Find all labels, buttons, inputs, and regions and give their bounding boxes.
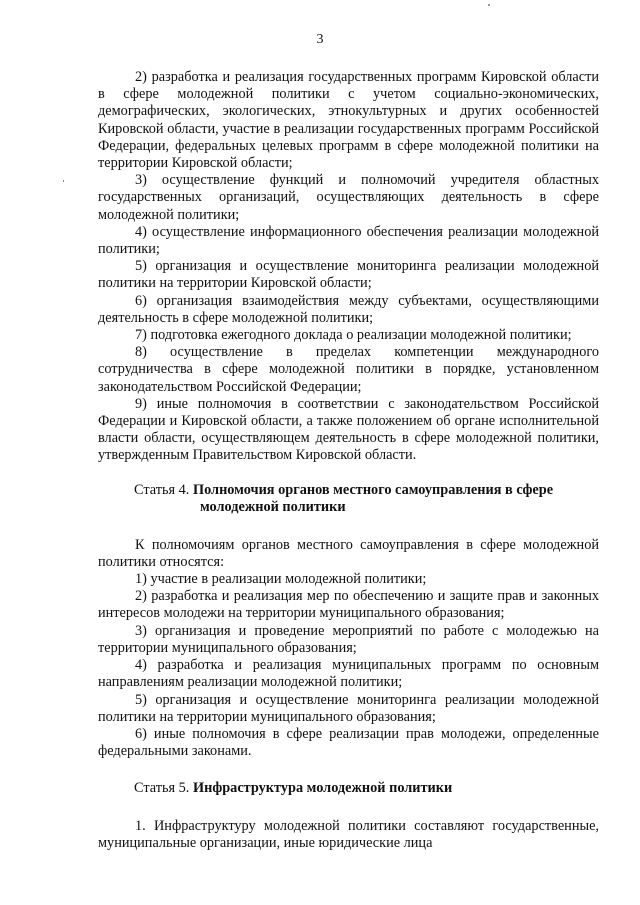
article4-title: Полномочия органов местного самоуправления в сфере молодежной политики bbox=[192, 481, 554, 516]
article5-item-1: 1. Инфраструктуру молодежной политики составляют государственные, муниципальные организации, иные юридические лица bbox=[98, 817, 599, 852]
article3-item-8: 8) осуществление в пределах компетенции международного сотрудничества в сфере молодежной политики в порядке, установленном законодательством Российской Федерации; bbox=[98, 344, 599, 395]
article3-item-5: 5) организация и осуществление мониторинга реализации молодежной политики на территории Кировской области; bbox=[98, 258, 599, 292]
article5-label: Статья 5. bbox=[134, 780, 190, 797]
article4-item-1: 1) участие в реализации молодежной политики; bbox=[135, 571, 427, 588]
article5-title: Инфраструктура молодежной политики bbox=[192, 780, 453, 797]
article4-item-3: 3) организация и проведение мероприятий по работе с молодежью на территории муниципального образования; bbox=[98, 622, 599, 656]
article4-label: Статья 4. bbox=[134, 481, 190, 498]
scan-speck bbox=[63, 180, 64, 182]
article5-heading bbox=[98, 780, 599, 798]
article4-item-6: 6) иные полномочия в сфере реализации прав молодежи, определенные федеральными законами. bbox=[98, 725, 599, 760]
article4-item-2: 2) разработка и реализация мер по обеспечению и защите прав и законных интересов молодежи на территории муниципального образования; bbox=[98, 588, 599, 622]
scan-speck bbox=[488, 4, 490, 6]
article3-item-2: 2) разработка и реализация государственных программ Кировской области в сфере молодежной политики с учетом социально-экономических, демографических, экологических, этнокультурных и других особенностей Кировской области, участие в реализации государственных программ Российской Федерации, федеральных целевых программ в сфере молодежной политики на территории Кировской области; bbox=[98, 69, 599, 172]
article3-item-4: 4) осуществление информационного обеспечения реализации молодежной политики; bbox=[98, 223, 599, 258]
document-body bbox=[98, 69, 599, 852]
article4-intro: К полномочиям органов местного самоуправления в сфере молодежной политики относятся: bbox=[98, 536, 599, 570]
article3-item-7: 7) подготовка ежегодного доклада о реализации молодежной политики; bbox=[135, 327, 572, 344]
article3-item-3: 3) осуществление функций и полномочий учредителя областных государственных организаций, осуществляющих деятельность в сфере молодежной политики; bbox=[98, 172, 599, 223]
article4-item-4: 4) разработка и реализация муниципальных программ по основным направлениям реализации молодежной политики; bbox=[98, 657, 599, 691]
article3-item-9: 9) иные полномочия в соответствии с законодательством Российской Федерации и Кировской области, а также положением об органе исполнительной власти области, осуществляющем деятельность в сфере молодежной политики, утвержденным Правительством Кировской области. bbox=[98, 395, 599, 464]
page-number: 3 bbox=[316, 32, 324, 47]
article4-item-5: 5) организация и осуществление мониторинга реализации молодежной политики на территории муниципального образования; bbox=[98, 691, 599, 725]
article3-item-6: 6) организация взаимодействия между субъектами, осуществляющими деятельность в сфере молодежной политики; bbox=[98, 292, 599, 326]
article4-heading bbox=[98, 482, 599, 517]
